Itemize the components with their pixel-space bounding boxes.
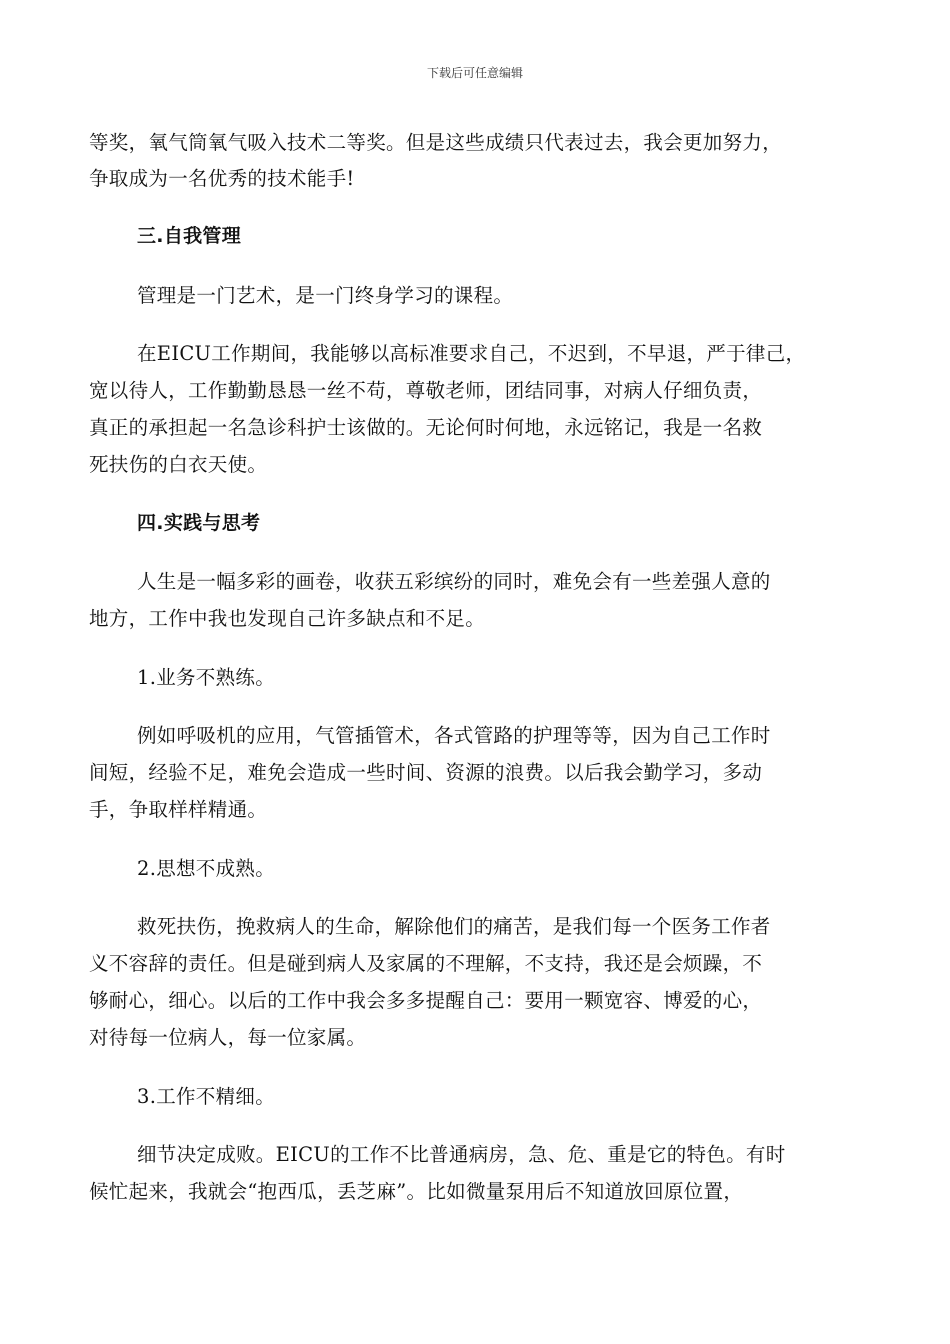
body-line: 救死扶伤，挽救病人的生命，解除他们的痛苦，是我们每一个医务工作者 (137, 915, 771, 938)
body-line: 等奖，氧气筒氧气吸入技术二等奖。但是这些成绩只代表过去，我会更加努力， (89, 131, 783, 154)
body-line: 争取成为一名优秀的技术能手! (89, 167, 355, 190)
page-header: 下载后可任意编辑 (426, 66, 523, 80)
body-line: 够耐心，细心。以后的工作中我会多多提醒自己：要用一颗宽容、博爱的心， (89, 989, 763, 1012)
body-line: 手，争取样样精通。 (89, 798, 268, 821)
body-line: 真正的承担起一名急诊科护士该做的。无论何时何地，永远铭记，我是一名救 (89, 416, 763, 439)
body-line: 地方，工作中我也发现自己许多缺点和不足。 (89, 607, 486, 630)
body-line: 例如呼吸机的应用，气管插管术，各式管路的护理等等，因为自己工作时 (137, 724, 771, 747)
section-heading: 四.实践与思考 (137, 512, 261, 534)
section-heading: 三.自我管理 (137, 225, 242, 247)
body-line: 宽以待人，工作勤勤恳恳一丝不苟，尊敬老师，团结同事，对病人仔细负责， (89, 379, 763, 402)
body-line: 人生是一幅多彩的画卷，收获五彩缤纷的同时，难免会有一些差强人意的 (137, 570, 771, 593)
body-line: 候忙起来，我就会“抱西瓜，丢芝麻”。比如微量泵用后不知道放回原位置， (89, 1180, 744, 1203)
body-line: 义不容辞的责任。但是碰到病人及家属的不理解，不支持，我还是会烦躁，不 (89, 952, 763, 975)
body-line: 在EICU工作期间，我能够以高标准要求自己，不迟到，不早退，严于律己， (137, 342, 806, 365)
body-line: 对待每一位病人，每一位家属。 (89, 1026, 367, 1049)
body-line: 管理是一门艺术，是一门终身学习的课程。 (137, 284, 514, 307)
list-heading: 2.思想不成熟。 (137, 857, 276, 880)
list-heading: 3.工作不精细。 (137, 1085, 276, 1108)
list-heading: 1.业务不熟练。 (137, 666, 276, 689)
body-line: 死扶伤的白衣天使。 (89, 453, 268, 476)
body-line: 间短，经验不足，难免会造成一些时间、资源的浪费。以后我会勤学习，多动 (89, 761, 763, 784)
body-line: 细节决定成败。EICU的工作不比普通病房，急、危、重是它的特色。有时 (137, 1143, 786, 1166)
